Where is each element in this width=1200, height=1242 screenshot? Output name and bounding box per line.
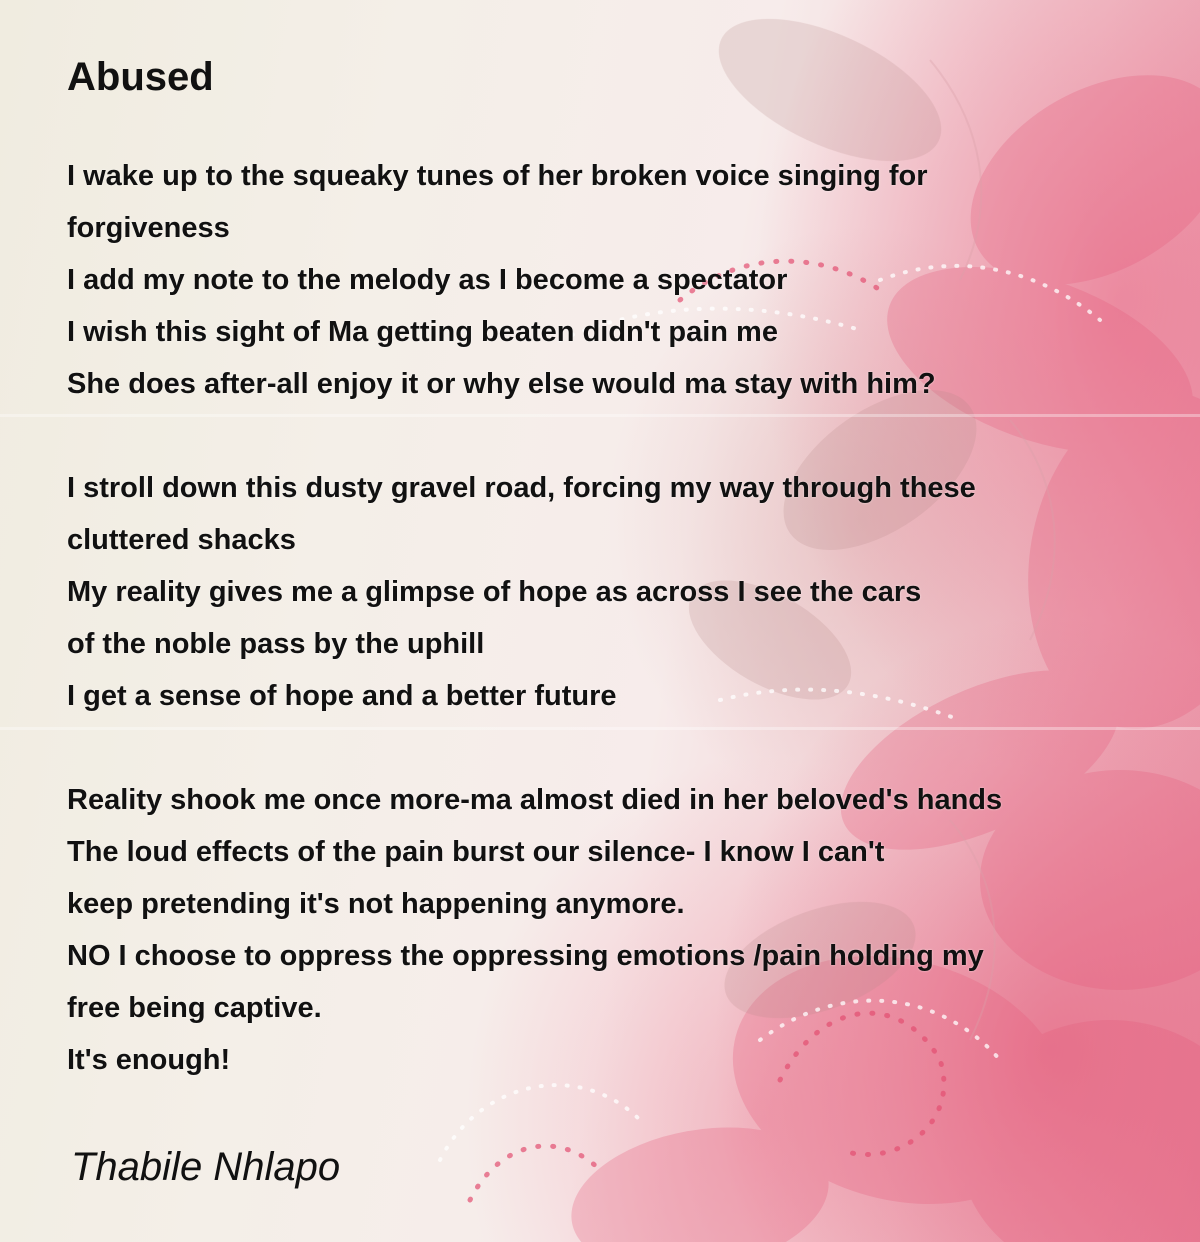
poem-line: She does after-all enjoy it or why else would ma stay with him? xyxy=(67,368,936,400)
poem-line: I wish this sight of Ma getting beaten didn't pain me xyxy=(67,316,778,348)
poem-line: I stroll down this dusty gravel road, forcing my way through these xyxy=(67,472,976,504)
poem-line: Reality shook me once more-ma almost died in her beloved's hands xyxy=(67,784,1003,816)
poem-line: I add my note to the melody as I become a spectator xyxy=(67,264,788,296)
stanza-1 xyxy=(67,150,1167,410)
poem-line: It's enough! xyxy=(67,1044,231,1076)
poem-line: forgiveness xyxy=(67,212,230,244)
poem-line: free being captive. xyxy=(67,992,322,1024)
stanza-2 xyxy=(67,462,1167,722)
poem-line: The loud effects of the pain burst our silence- I know I can't xyxy=(67,836,885,868)
poem-title: Abused xyxy=(67,55,214,99)
poem-line: I wake up to the squeaky tunes of her broken voice singing for xyxy=(67,160,928,192)
poem-body xyxy=(67,150,1167,1138)
poem-line: of the noble pass by the uphill xyxy=(67,628,485,660)
poem-line: NO I choose to oppress the oppressing emotions /pain holding my xyxy=(67,940,984,972)
poem-line: keep pretending it's not happening anymore. xyxy=(67,888,685,920)
stanza-3 xyxy=(67,774,1167,1086)
poem-line: cluttered shacks xyxy=(67,524,296,556)
poem-line: My reality gives me a glimpse of hope as across I see the cars xyxy=(67,576,922,608)
poem-author: Thabile Nhlapo xyxy=(71,1145,341,1189)
poem-line: I get a sense of hope and a better future xyxy=(67,680,617,712)
